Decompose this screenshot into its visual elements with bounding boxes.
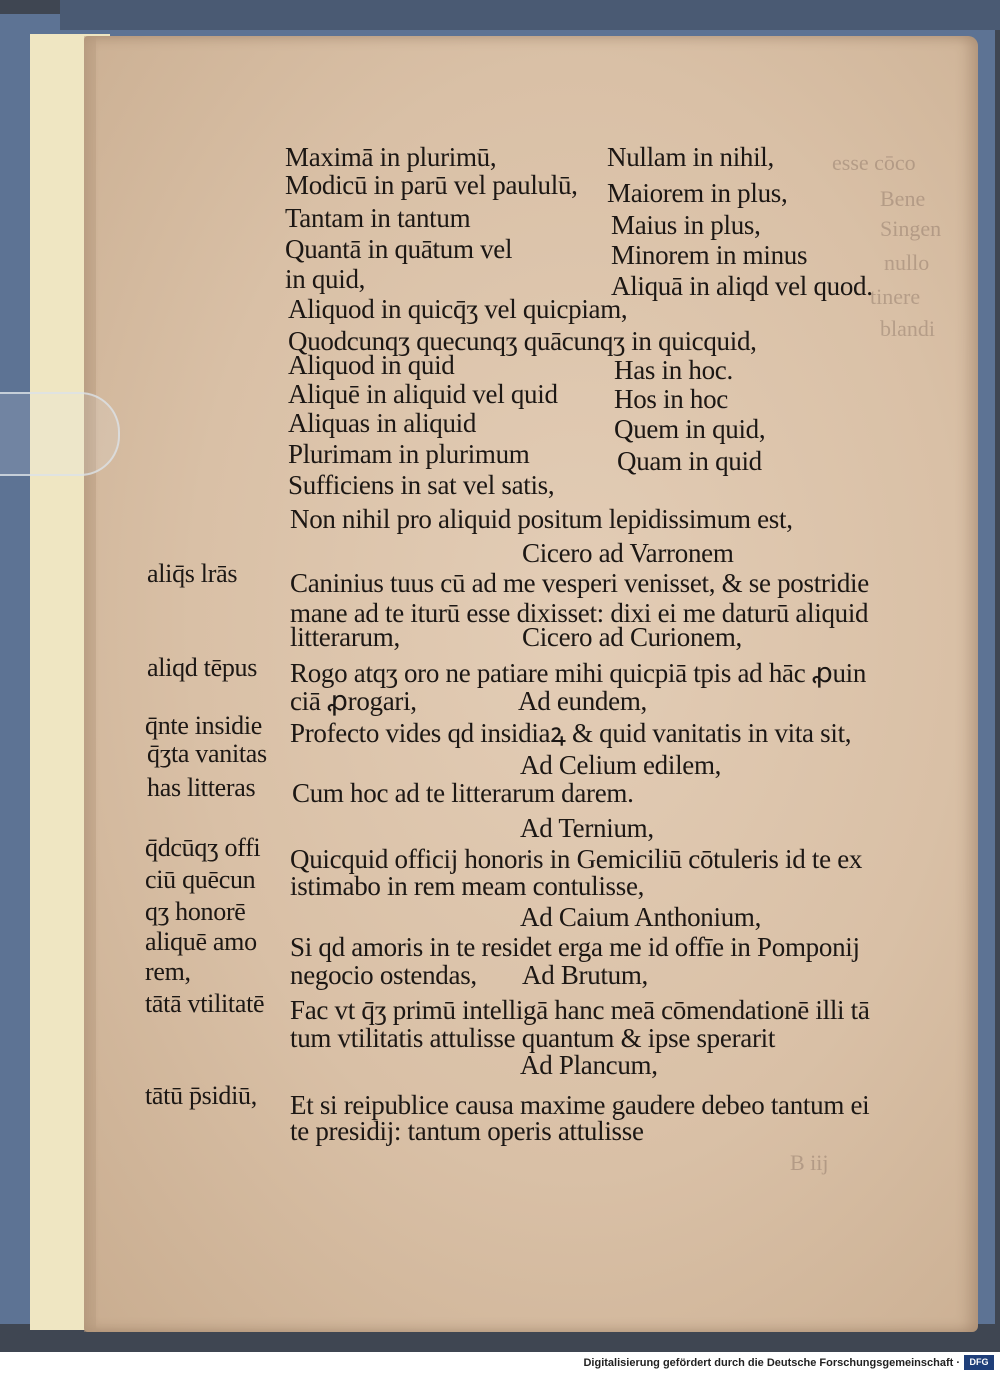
text-line: Quodcunqʒ quecunqʒ quācunqʒ in quicquid, xyxy=(288,326,757,356)
text-line: Non nihil pro aliquid positum lepidissimum est, xyxy=(290,504,793,534)
dfg-logo-icon: DFG xyxy=(964,1355,994,1370)
text-line: Ad eundem, xyxy=(518,686,647,716)
margin-note: q̄dcūqʒ offi xyxy=(145,833,261,862)
text-line: tum vtilitatis attulisse quantum & ipse sperarit xyxy=(290,1023,776,1053)
text-line: Et si reipublice causa maxime gaudere debeo tantum ei xyxy=(290,1090,870,1120)
margin-note: ciū quēcun xyxy=(145,865,256,894)
margin-note: tātā vtilitatē xyxy=(145,989,265,1018)
text-line: Ad Celium edilem, xyxy=(520,750,722,780)
text-line: Fac vt q̄ʒ primū intelligā hanc meā cōmendationē illi tā xyxy=(290,995,870,1025)
text-line: Caninius tuus cū ad me vesperi venisset, & se postridie xyxy=(290,568,869,598)
text-line: Tantam in tantum xyxy=(285,203,471,233)
text-line: istimabo in rem meam contulisse, xyxy=(290,871,645,901)
margin-note: aliquē amo xyxy=(145,927,257,956)
text-line: Ad Brutum, xyxy=(522,960,649,990)
bleed-text: blandi xyxy=(880,316,935,341)
text-line: Has in hoc. xyxy=(614,355,733,385)
text-line: mane ad te iturū esse dixisset: dixi ei me daturū aliquid xyxy=(290,598,869,628)
margin-note: has litteras xyxy=(147,773,256,802)
margin-note: q̄ʒta vanitas xyxy=(147,739,267,768)
text-line: Ad Plancum, xyxy=(520,1050,658,1080)
margin-note: aliqd tēpus xyxy=(147,653,258,682)
text-line: in quid, xyxy=(285,264,366,294)
margin-note: q̄nte insidie xyxy=(145,711,262,740)
margin-note: aliq̄s lrās xyxy=(147,559,238,588)
text-line: Profecto vides qd insidiaꝝ & quid vanitatis in vita sit, xyxy=(290,718,852,748)
text-line: Modicū in parū vel paululū, xyxy=(285,170,578,200)
text-line: Quam in quid xyxy=(617,446,762,476)
bleed-text: tinere xyxy=(870,284,921,309)
text-line: Maximā in plurimū, xyxy=(285,142,497,172)
text-line: Si qd amoris in te residet erga me id offīe in Pomponij xyxy=(290,932,860,962)
text-line: Plurimam in plurimum xyxy=(288,439,530,469)
bleed-text: nullo xyxy=(884,250,930,275)
bleed-text: esse cōco xyxy=(832,150,916,175)
text-line: Ad Ternium, xyxy=(520,813,654,843)
text-line: Maius in plus, xyxy=(611,210,761,240)
text-line: ciā ꝓrogari, xyxy=(290,686,417,716)
text-line: Sufficiens in sat vel satis, xyxy=(288,470,555,500)
text-line: Hos in hoc xyxy=(614,384,728,414)
bleed-text: B iij xyxy=(790,1150,829,1175)
text-line: Maiorem in plus, xyxy=(607,178,788,208)
text-line: Aliquē in aliquid vel quid xyxy=(288,379,558,409)
text-line: negocio ostendas, xyxy=(290,960,477,990)
text-line: Rogo atqʒ oro ne patiare mihi quicpiā tpis ad hāc ꝓuin xyxy=(290,658,867,688)
text-line: Aliquod in quid xyxy=(288,350,455,380)
text-line: Aliquod in quicq̄ʒ vel quicpiam, xyxy=(288,294,628,324)
text-line: Aliquas in aliquid xyxy=(288,408,477,438)
text-line: Nullam in nihil, xyxy=(607,142,774,172)
bleed-text: Bene xyxy=(880,186,926,211)
margin-note: tātū p̄sidiū, xyxy=(145,1081,257,1110)
book-cover-top xyxy=(60,0,1000,30)
text-line: Cicero ad Curionem, xyxy=(522,622,742,652)
text-line: Aliquā in aliqd vel quod. xyxy=(611,271,873,301)
text-line: Cicero ad Varronem xyxy=(522,538,734,568)
page-clip xyxy=(0,392,120,476)
text-line: Minorem in minus xyxy=(611,240,808,270)
text-line: te presidij: tantum operis attulisse xyxy=(290,1116,644,1146)
text-line: litterarum, xyxy=(290,622,400,652)
text-line: Cum hoc ad te litterarum darem. xyxy=(292,778,634,808)
margin-note: qʒ honorē xyxy=(145,897,246,926)
bleed-text: Singen xyxy=(880,216,942,241)
margin-note: rem, xyxy=(145,957,191,986)
text-line: Quantā in quātum vel xyxy=(285,234,513,264)
page-gutter xyxy=(84,36,96,1332)
footer-credit: Digitalisierung gefördert durch die Deutsche Forschungsgemeinschaft · xyxy=(583,1357,960,1369)
text-line: Ad Caium Anthonium, xyxy=(520,902,762,932)
text-line: Quicquid officij honoris in Gemiciliū cōtuleris id te ex xyxy=(290,844,863,874)
text-line: Quem in quid, xyxy=(614,414,766,444)
